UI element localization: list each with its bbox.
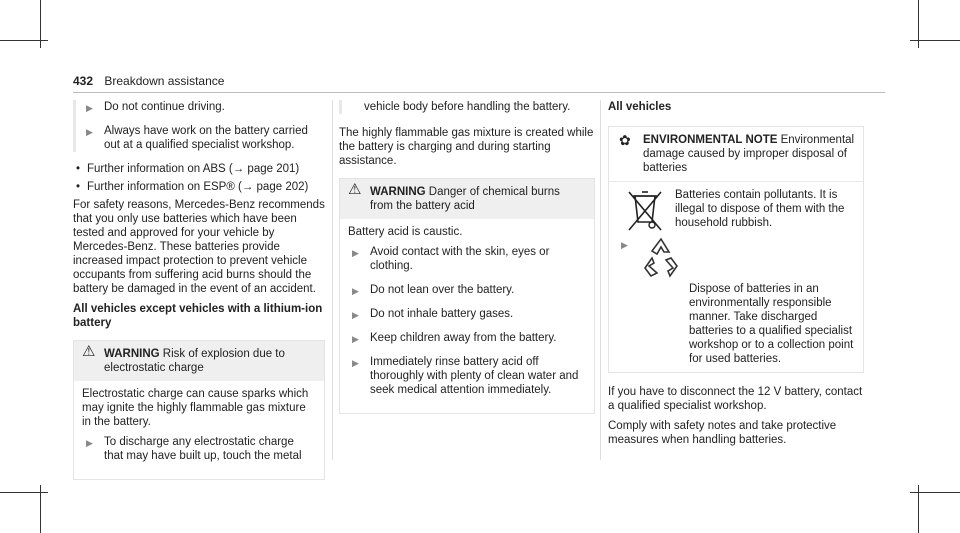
warning-header xyxy=(340,179,594,219)
arrow-icon: ▶ xyxy=(352,358,359,368)
arrow-list xyxy=(73,100,325,152)
crop-mark xyxy=(0,40,48,41)
instruction-item: ▶ Immediately rinse battery acid off thoroughly with plenty of clean water and seek medical attention immediately. xyxy=(352,356,579,396)
warning-title: Danger of chemical burns from the battery acid xyxy=(370,186,560,212)
warning-label: WARNING xyxy=(104,348,160,360)
bullet-item[interactable]: • Further information on ESP® (→ page 202) xyxy=(76,181,309,193)
instruction-item: ▶ Do not lean over the battery. xyxy=(352,284,515,296)
recycle-text: Dispose of batteries in an environmentally responsible manner. Take discharged batteries to a qualified specialist workshop or to a collection point for used batteries. xyxy=(689,283,854,365)
warning-body xyxy=(340,219,594,413)
disconnect-paragraph: If you have to disconnect the 12 V battery, contact a qualified specialist workshop. xyxy=(608,386,863,412)
warning-label: WARNING xyxy=(370,186,426,198)
warning-box xyxy=(73,340,325,480)
header-rule xyxy=(73,92,885,93)
gas-paragraph: The highly flammable gas mixture is created while the battery is charging and during starting assistance. xyxy=(339,127,594,167)
bullet-icon: • xyxy=(76,163,81,175)
column-divider xyxy=(332,100,333,460)
warning-icon: ⚠ xyxy=(82,343,96,360)
env-label: ENVIRONMENTAL NOTE xyxy=(643,134,778,146)
arrow-icon: ▶ xyxy=(86,127,93,137)
instruction-item: ▶ To discharge any electrostatic charge that may have built up, touch the metal xyxy=(86,436,302,462)
recycle-icon xyxy=(639,236,683,278)
page-header xyxy=(73,74,224,88)
crop-mark xyxy=(0,492,48,493)
continued-text: vehicle body before handling the battery. xyxy=(339,100,595,114)
env-body xyxy=(609,182,863,372)
bin-row xyxy=(617,188,855,236)
section-title: Breakdown assistance xyxy=(104,74,225,88)
instruction-item: ▶ Do not continue driving. xyxy=(86,101,225,113)
environmental-note xyxy=(608,126,864,373)
arrow-icon: ▶ xyxy=(621,240,628,250)
instruction-item: ▶ Avoid contact with the skin, eyes or clothing. xyxy=(352,246,550,272)
instruction-item: ▶ Always have work on the battery carried out at a qualified specialist workshop. xyxy=(86,125,308,151)
column-2 xyxy=(339,100,595,414)
recycle-row xyxy=(617,236,855,366)
arrow-icon: ▶ xyxy=(352,310,359,320)
crop-mark xyxy=(910,40,960,41)
column-divider xyxy=(600,100,601,460)
bullet-item[interactable]: • Further information on ABS (→ page 201) xyxy=(76,163,300,175)
leaf-icon: ✿ xyxy=(619,132,631,148)
bin-text: Batteries contain pollutants. It is illegal to dispose of them with the household rubbish. xyxy=(675,189,845,229)
page-number: 432 xyxy=(73,74,94,88)
arrow-icon: ▶ xyxy=(352,334,359,344)
section-heading: All vehicles xyxy=(608,101,672,113)
comply-paragraph: Comply with safety notes and take protective measures when handling batteries. xyxy=(608,420,837,446)
arrow-icon: ▶ xyxy=(352,248,359,258)
warning-title: Risk of explosion due to electrostatic charge xyxy=(104,348,285,374)
column-1 xyxy=(73,100,325,480)
warning-header xyxy=(74,341,324,381)
warning-text: Electrostatic charge can cause sparks which may ignite the highly flammable gas mixture in the battery. xyxy=(82,388,309,428)
warning-box xyxy=(339,178,595,414)
arrow-icon: ▶ xyxy=(86,103,93,113)
subheading: All vehicles except vehicles with a lithium-ion battery xyxy=(73,303,323,329)
crossed-bin-icon xyxy=(625,188,665,234)
crop-mark xyxy=(910,492,960,493)
warning-icon: ⚠ xyxy=(348,181,362,198)
warning-text: Battery acid is caustic. xyxy=(348,226,463,238)
column-3 xyxy=(608,100,864,453)
instruction-item: ▶ Keep children away from the battery. xyxy=(352,332,557,344)
env-header xyxy=(609,127,863,182)
instruction-item: ▶ Do not inhale battery gases. xyxy=(352,308,514,320)
arrow-icon: ▶ xyxy=(86,438,93,448)
bullet-icon: • xyxy=(76,181,81,193)
safety-paragraph: For safety reasons, Mercedes-Benz recommends that you only use batteries which have been tested and approved for your vehicle by Mercedes-Benz. These batteries provide increased impact protection to prevent vehicle occupants from suffering acid burns should the battery be damaged in the event of an accident. xyxy=(73,199,325,295)
warning-body xyxy=(74,381,324,479)
env-title: Environmental damage caused by improper disposal of batteries xyxy=(643,134,855,174)
arrow-icon: ▶ xyxy=(352,286,359,296)
